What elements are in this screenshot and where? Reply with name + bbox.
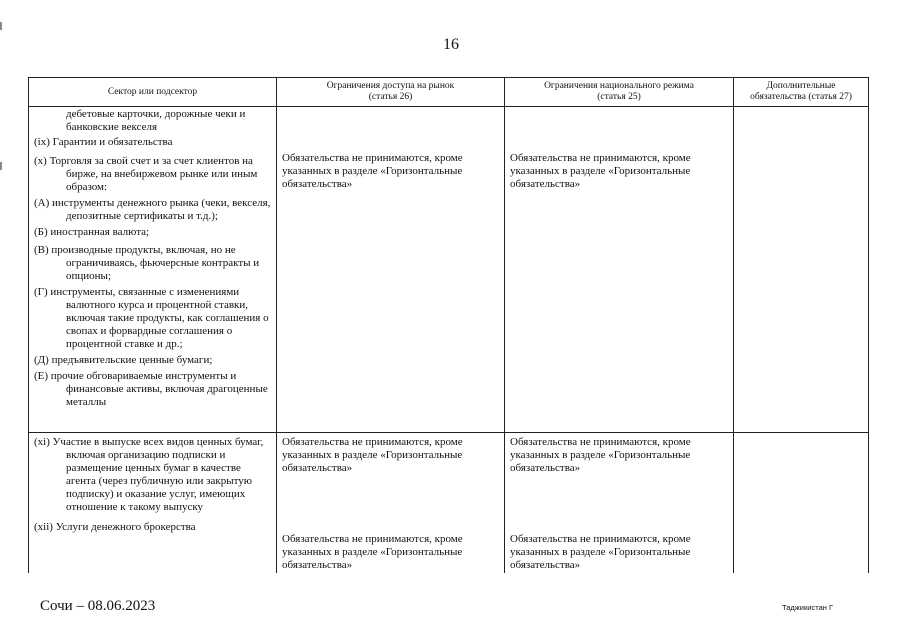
sector-item: (В) производные продукты, включая, но не ограничиваясь, фьючерсные контракты и опционы; [34,244,260,282]
sector-item: (xii) Услуги денежного брокерства [34,521,196,533]
national-treatment-text: Обязательства не принимаются, кроме указанных в разделе «Горизонтальные обязательства» [510,152,691,190]
market-access-cell [277,107,505,433]
page-number: 16 [443,36,459,53]
footer-place-date: Сочи – 08.06.2023 [40,598,156,614]
sector-item: (A) инструменты денежного рынка (чеки, векселя, депозитные сертификаты и т.д.); [34,197,271,222]
margin-mark [0,162,2,170]
market-access-text: Обязательства не принимаются, кроме указанных в разделе «Горизонтальные обязательства» [282,533,463,571]
sector-item: (Б) иностранная валюта; [34,226,150,238]
header-sector: Сектор или подсектор [29,78,277,107]
sector-cell [29,433,277,574]
national-treatment-cell [505,433,734,574]
sector-item: дебетовые карточки, дорожные чеки и банковские векселя [66,108,246,133]
table-header-row [29,78,869,107]
sector-item: (Е) прочие обговариваемые инструменты и финансовые активы, включая драгоценные металлы [34,370,268,408]
footer-country: Таджикистан Г [782,603,834,612]
market-access-cell [277,433,505,574]
sector-item: (xi) Участие в выпуске всех видов ценных бумаг, включая организацию подписки и размещение ценных бумаг в качестве агента (через публичную или закрытую подписку) и оказание услуг, имеющих отношение к такому выпуску [34,436,264,513]
additional-commitments-cell [734,107,869,433]
additional-commitments-cell [734,433,869,574]
commitments-table [28,77,869,573]
market-access-text: Обязательства не принимаются, кроме указанных в разделе «Горизонтальные обязательства» [282,436,463,474]
sector-item: (Д) предъявительские ценные бумаги; [34,354,213,366]
national-treatment-text: Обязательства не принимаются, кроме указанных в разделе «Горизонтальные обязательства» [510,436,691,474]
table-row [29,107,869,433]
header-additional-commitments: Дополнительные обязательства (статья 27) [734,78,869,107]
market-access-text: Обязательства не принимаются, кроме указанных в разделе «Горизонтальные обязательства» [282,152,463,190]
national-treatment-text: Обязательства не принимаются, кроме указанных в разделе «Горизонтальные обязательства» [510,533,691,571]
sector-item: (ix) Гарантии и обязательства [34,136,173,148]
sector-cell [29,107,277,433]
header-market-access: Ограничения доступа на рынок (статья 26) [277,78,505,107]
margin-mark [0,22,2,30]
sector-item: (x) Торговля за свой счет и за счет клиентов на бирже, на внебиржевом рынке или иным образом: [34,155,258,193]
header-national-treatment: Ограничения национального режима (статья 25) [505,78,734,107]
table-row [29,433,869,574]
sector-item: (Г) инструменты, связанные с изменениями валютного курса и процентной ставки, включая такие продукты, как соглашения о свопах и форвардные соглашения о процентной ставке и др.; [34,286,269,350]
national-treatment-cell [505,107,734,433]
